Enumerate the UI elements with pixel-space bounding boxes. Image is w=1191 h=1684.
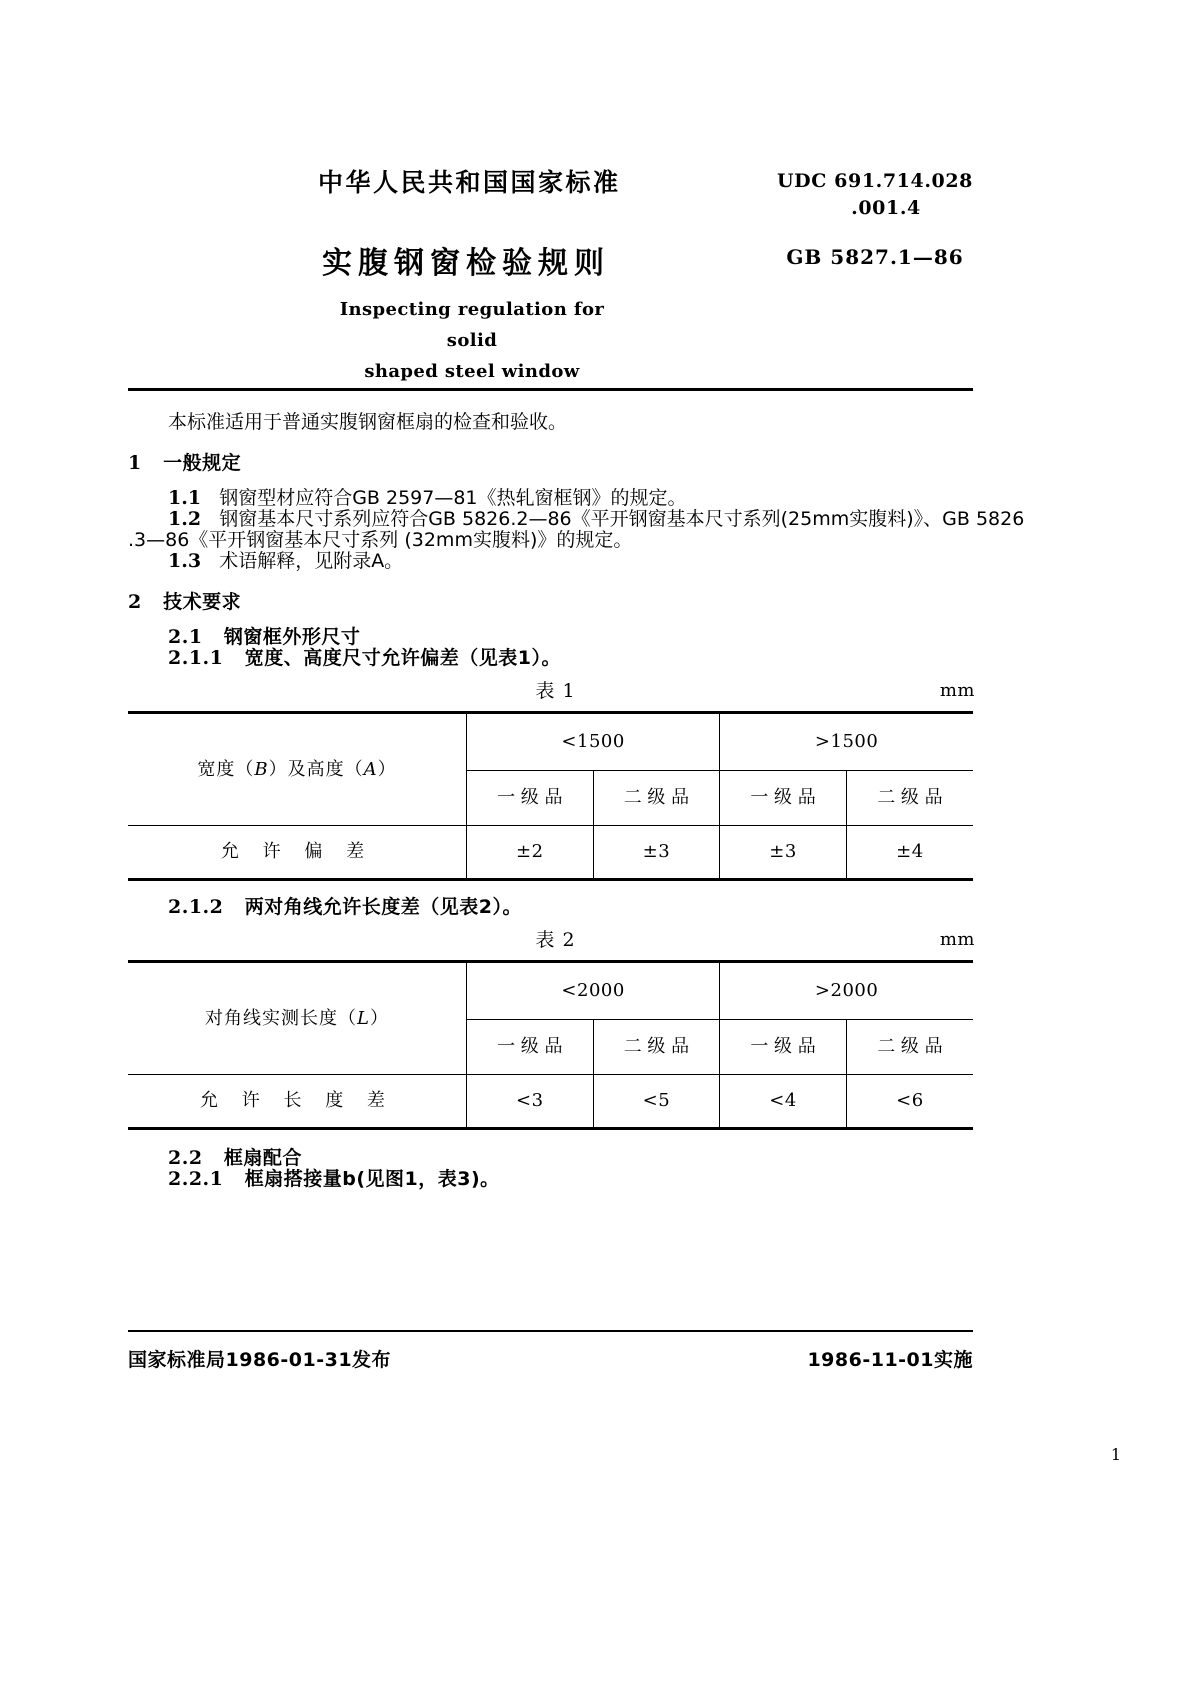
table-2-grade-header-4: 二 级 品	[846, 1020, 973, 1075]
document-title-en-line2: shaped steel window	[364, 361, 580, 382]
clause-2-1-1-number: 2.1.1	[168, 647, 224, 669]
footer-issued-date: 国家标准局1986-01-31发布	[128, 1349, 392, 1371]
clause-1-2-continuation: .3—86《平开钢窗基本尺寸系列 (32mm实腹料)》的规定。	[128, 529, 633, 551]
table-1-value-2: ±3	[593, 826, 720, 879]
clause-2-1-2	[128, 897, 983, 918]
table-2-row-label-symbol-l: L	[357, 1007, 370, 1029]
national-standard-heading: 中华人民共和国国家标准	[318, 168, 621, 197]
section-1-title: 一般规定	[163, 452, 242, 474]
footer-effective-date: 1986-11-01实施	[807, 1349, 973, 1371]
clause-1-2-number: 1.2	[168, 508, 202, 530]
table-2-span-header-lt2000: <2000	[467, 963, 720, 1020]
clause-1-1-number: 1.1	[168, 487, 202, 509]
clause-2-2-1-text: 框扇搭接量b(见图1，表3)。	[244, 1168, 500, 1190]
table-2-caption: 表 2	[535, 929, 576, 951]
document-title-en-line1: Inspecting regulation for solid	[339, 299, 605, 351]
table-2-row-label-prefix: 对角线实测长度（	[205, 1007, 358, 1029]
table-1	[128, 714, 973, 878]
table-1-row-label-symbol-b: B	[254, 758, 269, 780]
table-1-grade-header-2: 二 级 品	[593, 771, 720, 826]
table-2-caption-row	[128, 930, 983, 950]
table-2-grade-header-1: 一 级 品	[467, 1020, 594, 1075]
document-body	[128, 411, 1025, 1190]
section-2-number: 2	[128, 591, 142, 613]
table-2-value-row	[128, 1075, 973, 1128]
table-2-grade-header-2: 二 级 品	[593, 1020, 720, 1075]
lead-paragraph: 本标准适用于普通实腹钢窗框扇的检查和验收。	[168, 411, 568, 433]
section-2-title: 技术要求	[163, 591, 242, 613]
footer-divider-rule	[128, 1330, 973, 1332]
table-1-grade-header-3: 一 级 品	[720, 771, 847, 826]
clause-2-1-2-number: 2.1.2	[168, 896, 224, 918]
header-divider-rule	[128, 388, 973, 391]
table-1-value-4: ±4	[846, 826, 973, 879]
table-1-row-label	[128, 714, 467, 826]
page-number: 1	[1110, 1445, 1121, 1464]
clause-2-1-1-text: 宽度、高度尺寸允许偏差（见表1）。	[244, 647, 561, 669]
clause-2-2-1	[128, 1169, 983, 1190]
table-1-caption: 表 1	[535, 680, 576, 702]
table-1-value-row	[128, 826, 973, 879]
table-2-row-label	[128, 963, 467, 1075]
clause-1-1	[128, 488, 983, 509]
table-2-grade-header-3: 一 级 品	[720, 1020, 847, 1075]
clause-2-1-heading	[128, 627, 983, 648]
clause-1-3-number: 1.3	[168, 550, 202, 572]
clause-2-2-title: 框扇配合	[223, 1147, 302, 1169]
table-2-value-1: <3	[467, 1075, 594, 1128]
table-2-row-label-suffix: ）	[369, 1007, 389, 1029]
clause-1-1-text: 钢窗型材应符合GB 2597—81《热轧窗框钢》的规定。	[219, 487, 687, 509]
udc-block	[760, 168, 990, 222]
clause-1-2-text: 钢窗基本尺寸系列应符合GB 5826.2—86《平开钢窗基本尺寸系列(25mm实腹料)》、GB 5826	[219, 508, 1025, 530]
section-1-heading	[128, 453, 983, 474]
clause-2-1-number: 2.1	[168, 626, 203, 648]
table-1-span-header-lt1500: <1500	[467, 714, 720, 771]
table-2	[128, 963, 973, 1127]
document-title-cn: 实腹钢窗检验规则	[322, 246, 610, 281]
table-2-header-row-1	[128, 963, 973, 1020]
table-1-row-label-prefix: 宽度（	[197, 758, 255, 780]
table-2-unit: mm	[939, 929, 975, 950]
section-1-number: 1	[128, 452, 142, 474]
clause-2-2-heading	[128, 1148, 983, 1169]
table-2-value-4: <6	[846, 1075, 973, 1128]
table-2-value-2: <5	[593, 1075, 720, 1128]
document-title-en	[322, 294, 622, 387]
table-1-unit: mm	[939, 680, 975, 701]
clause-2-1-1	[128, 648, 983, 669]
table-1-value-3: ±3	[720, 826, 847, 879]
section-2-heading	[128, 592, 983, 613]
table-2-value-3: <4	[720, 1075, 847, 1128]
table-1-grade-header-4: 二 级 品	[846, 771, 973, 826]
clause-2-2-number: 2.2	[168, 1147, 203, 1169]
table-2-value-row-label: 允 许 长 度 差	[128, 1075, 467, 1128]
table-1-row-label-suffix: ）	[377, 758, 397, 780]
table-1-row-label-symbol-a: A	[363, 758, 378, 780]
table-2-span-header-gt2000: >2000	[720, 963, 973, 1020]
document-footer	[128, 1345, 973, 1375]
table-1-value-1: ±2	[467, 826, 594, 879]
clause-2-2-1-number: 2.2.1	[168, 1168, 224, 1190]
udc-line-1: UDC 691.714.028	[777, 170, 973, 192]
table-1-row-label-mid: ）及高度（	[268, 758, 364, 780]
clause-1-2	[128, 508, 1025, 530]
gb-standard-number: GB 5827.1—86	[786, 245, 964, 269]
table-1-value-row-label: 允 许 偏 差	[128, 826, 467, 879]
table-1-header-row-1	[128, 714, 973, 771]
table-1-grade-header-1: 一 级 品	[467, 771, 594, 826]
udc-line-2: .001.4	[851, 197, 921, 219]
clause-2-1-2-text: 两对角线允许长度差（见表2）。	[244, 896, 522, 918]
document-header	[0, 150, 1191, 380]
clause-1-3-text: 术语解释，见附录A。	[219, 550, 404, 572]
clause-2-1-title: 钢窗框外形尺寸	[223, 626, 361, 648]
table-1-span-header-gt1500: >1500	[720, 714, 973, 771]
table-1-caption-row	[128, 681, 983, 701]
clause-1-3	[128, 551, 983, 572]
